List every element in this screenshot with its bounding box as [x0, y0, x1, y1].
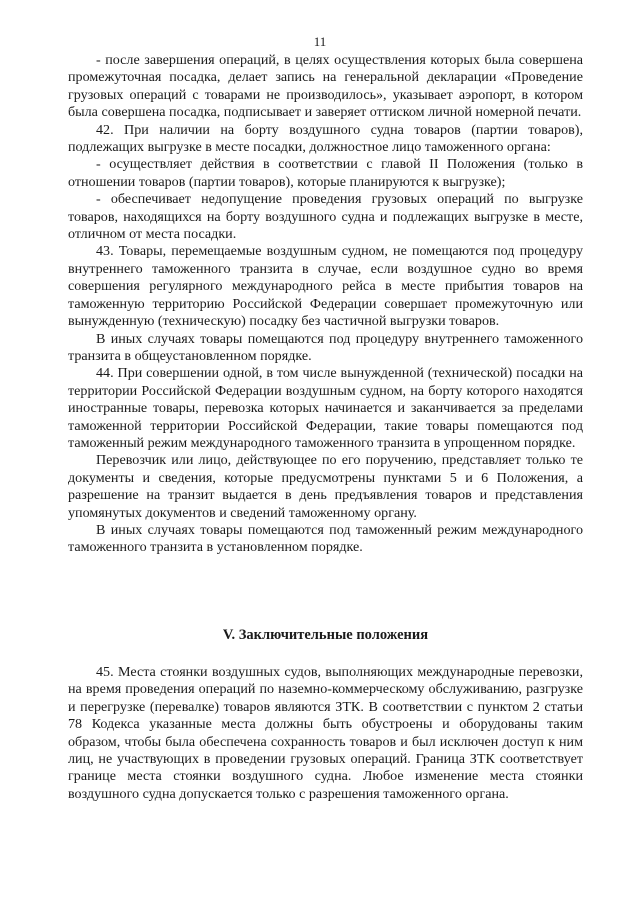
paragraph: 45. Места стоянки воздушных судов, выполняющих международные перевозки, на время проведения операций по наземно-коммерческому обслуживанию, разгрузке и перегрузке (перевалке) товаров являются ЗТК. В соответствии с пунктом 2 статьи 78 Кодекса указанные места должны быть обустроены и оборудованы таким образом, чтобы была обеспечена сохранность товаров и был исключен доступ к ним лиц, не участвующих в проведении грузовых операций. Граница ЗТК соответствует границе места стоянки воздушного судна. Любое изменение места стоянки воздушного судна допускается только с разрешения таможенного органа.	[68, 664, 583, 802]
paragraph: - осуществляет действия в соответствии с главой II Положения (только в отношении товаров (партии товаров), которые планируются к выгрузке);	[68, 156, 583, 190]
document-body	[68, 52, 583, 557]
section-heading: V. Заключительные положения	[222, 627, 429, 643]
paragraph: 42. При наличии на борту воздушного судна товаров (партии товаров), подлежащих выгрузке в месте посадки, должностное лицо таможенного органа:	[68, 121, 583, 156]
paragraph: 44. При совершении одной, в том числе вынужденной (технической) посадки на территории Российской Федерации воздушным судном, на борту которого находятся иностранные товары, перевозка которых начинается и заканчивается за пределами таможенной территории Российской Федерации, такие товары помещаются под таможенный режим международного таможенного транзита в упрощенном порядке.	[68, 365, 583, 451]
paragraph: - обеспечивает недопущение проведения грузовых операций по выгрузке товаров, находящихся на борту воздушного судна и подлежащих выгрузке в месте, отличном от места посадки.	[68, 191, 583, 243]
paragraph: В иных случаях товары помещаются под процедуру внутреннего таможенного транзита в общеустановленном порядке.	[68, 330, 583, 364]
paragraph: Перевозчик или лицо, действующее по его поручению, представляет только те документы и сведения, которые предусмотрены пунктами 5 и 6 Положения, а разрешение на транзит выдается в день предъявления товаров и представления упомянутых документов и сведений таможенному органу.	[68, 452, 583, 521]
page-number: 11	[313, 34, 327, 49]
section-body	[68, 664, 583, 803]
paragraph: 43. Товары, перемещаемые воздушным судном, не помещаются под процедуру внутреннего таможенного транзита в случае, если воздушное судно во время совершения регулярного международного рейса в месте прибытия товаров на таможенную территорию Российской Федерации совершает промежуточную или вынужденную (техническую) посадку без частичной выгрузки товаров.	[68, 243, 583, 330]
paragraph: В иных случаях товары помещаются под таможенный режим международного таможенного транзита в установленном порядке.	[68, 521, 583, 556]
paragraph: - после завершения операций, в целях осуществления которых была совершена промежуточная посадка, делает запись на генеральной декларации «Проведение грузовых операций с товарами не производилось», указывает аэропорт, в котором была совершена посадка, подписывает и заверяет оттиском личной номерной печати.	[68, 52, 583, 121]
